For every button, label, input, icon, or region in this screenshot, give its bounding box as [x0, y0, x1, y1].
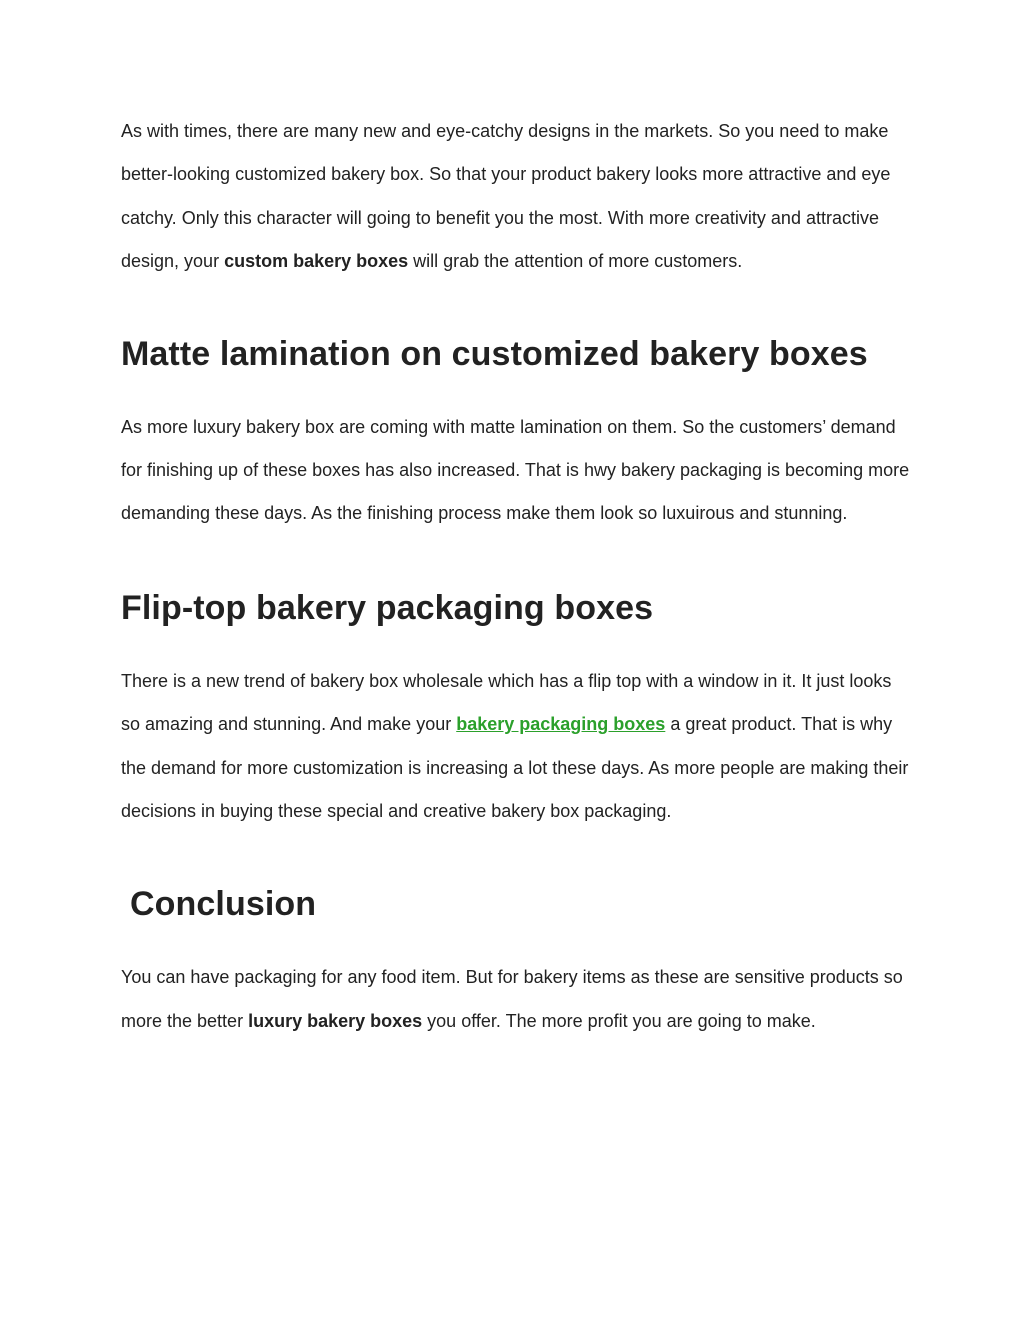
- intro-text-end: will grab the attention of more customers.: [408, 251, 743, 272]
- luxury-bakery-boxes-bold: luxury bakery boxes: [248, 1010, 423, 1031]
- flip-top-paragraph: [121, 660, 911, 834]
- flip-text-end: a great product. That is why the demand for more customization is increasing a lot these days. As more people are making their decisions in buying these special and creative bakery box packaging.: [121, 714, 909, 822]
- matte-lamination-heading: Matte lamination on customized bakery boxes: [121, 334, 868, 373]
- intro-paragraph: [121, 110, 911, 284]
- bakery-packaging-boxes-link[interactable]: bakery packaging boxes: [456, 714, 666, 735]
- article-body: [121, 110, 911, 1043]
- flip-text-start: There is a new trend of bakery box wholesale which has a flip top with a window in it. It just looks so amazing and stunning. And make your: [121, 670, 892, 735]
- conclusion-text-end: you offer. The more profit you are going to make.: [422, 1010, 816, 1031]
- matte-lamination-paragraph: As more luxury bakery box are coming with matte lamination on them. So the customers’ demand for finishing up of these boxes has also increased. That is hwy bakery packaging is becoming more demanding these days. As the finishing process make them look so luxuirous and stunning.: [121, 416, 910, 524]
- flip-top-heading: Flip-top bakery packaging boxes: [121, 588, 654, 627]
- conclusion-heading: Conclusion: [130, 885, 317, 924]
- custom-bakery-boxes-bold: custom bakery boxes: [224, 251, 409, 272]
- intro-text-start: As with times, there are many new and eye-catchy designs in the markets. So you need to make better-looking customized bakery box. So that your product bakery looks more attractive and eye catchy. Only this character will going to benefit you the most. With more creativity and attractive design, your: [121, 121, 891, 272]
- conclusion-paragraph: [121, 956, 911, 1043]
- conclusion-text-start: You can have packaging for any food item. But for bakery items as these are sensitive products so more the better: [121, 967, 903, 1031]
